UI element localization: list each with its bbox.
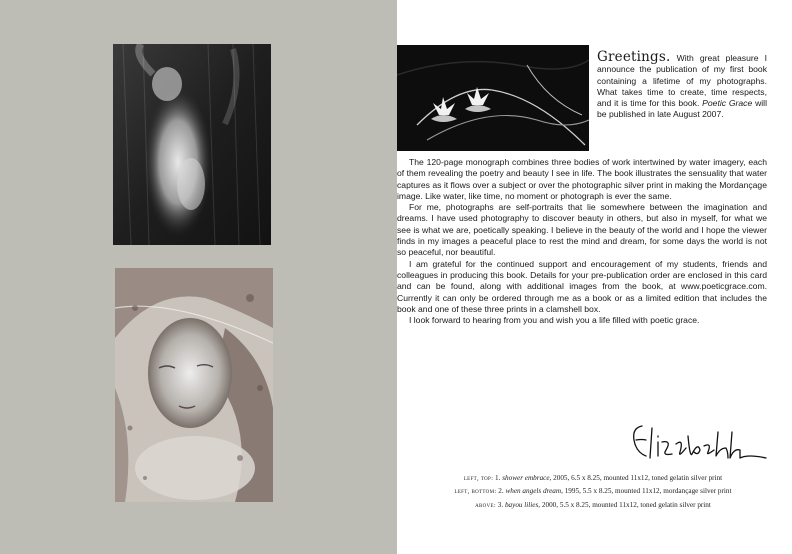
paragraph-closing: I look forward to hearing from you and wish you a life filled with poetic grace. bbox=[409, 315, 700, 326]
paragraph-monograph: The 120-page monograph combines three bodies of work intertwined by water imagery, each of them revealing the poetry and beauty I see in life. The book illustrates the sensuality that water captures as it flows over a subject or over the photographic silver print in making the Mordançage image. Like water, like time, no moment or photograph is ever the same. bbox=[397, 157, 767, 201]
intro-text-block bbox=[597, 49, 767, 121]
photo-bayou-lilies bbox=[397, 45, 589, 151]
photo-captions bbox=[404, 472, 782, 512]
signature-elizabeth bbox=[628, 418, 774, 466]
intro-paragraph bbox=[597, 49, 767, 121]
greeting-heading: Greetings. bbox=[597, 49, 671, 65]
intro-text-end: will be published in late August 2007. bbox=[597, 98, 767, 120]
caption-line: above: 3. bayou lilies, 2000, 5.5 x 8.25, mounted 11x12, toned gelatin silver print bbox=[475, 500, 711, 509]
paragraph-gratitude: I am grateful for the continued support and encouragement of my students, friends and colleagues in producing this book. Details for your pre-publication order are enclosed in this card and can be found, along with additional images from the book, at www.poeticgrace.com. Currently it can only be ordered through me as a book or as a limited edition that includes the book and one of these three prints in a clamshell box. bbox=[397, 258, 767, 314]
paragraph-self-portraits: For me, photographs are self-portraits that lie somewhere between the imagination and dreams. I have used photography to discover beauty in others, but also in myself, for what we see is what we are, poetically speaking. I believe in the beauty of the world and I hope the viewer finds in my images a peaceful place to rest the mind and dream, for some days the world is not so peaceful, nor beautiful. bbox=[397, 202, 767, 258]
photo-shower-embrace bbox=[113, 44, 271, 245]
intro-text: With great pleasure I announce the publication of my first book containing a lifetime of my photographs. What takes time to create, time respects, and it is time for this book. bbox=[597, 53, 767, 109]
caption-line: left, top: 1. shower embrace, 2005, 6.5 x 8.25, mounted 11x12, toned gelatin silver print bbox=[463, 474, 723, 482]
caption-line: left, bottom: 2. when angels dream, 1995, 5.5 x 8.25, mounted 11x12, mordançage silver print bbox=[454, 487, 732, 496]
book-title: Poetic Grace bbox=[702, 98, 753, 109]
letter-body bbox=[397, 157, 767, 326]
photo-when-angels-dream bbox=[115, 268, 273, 502]
